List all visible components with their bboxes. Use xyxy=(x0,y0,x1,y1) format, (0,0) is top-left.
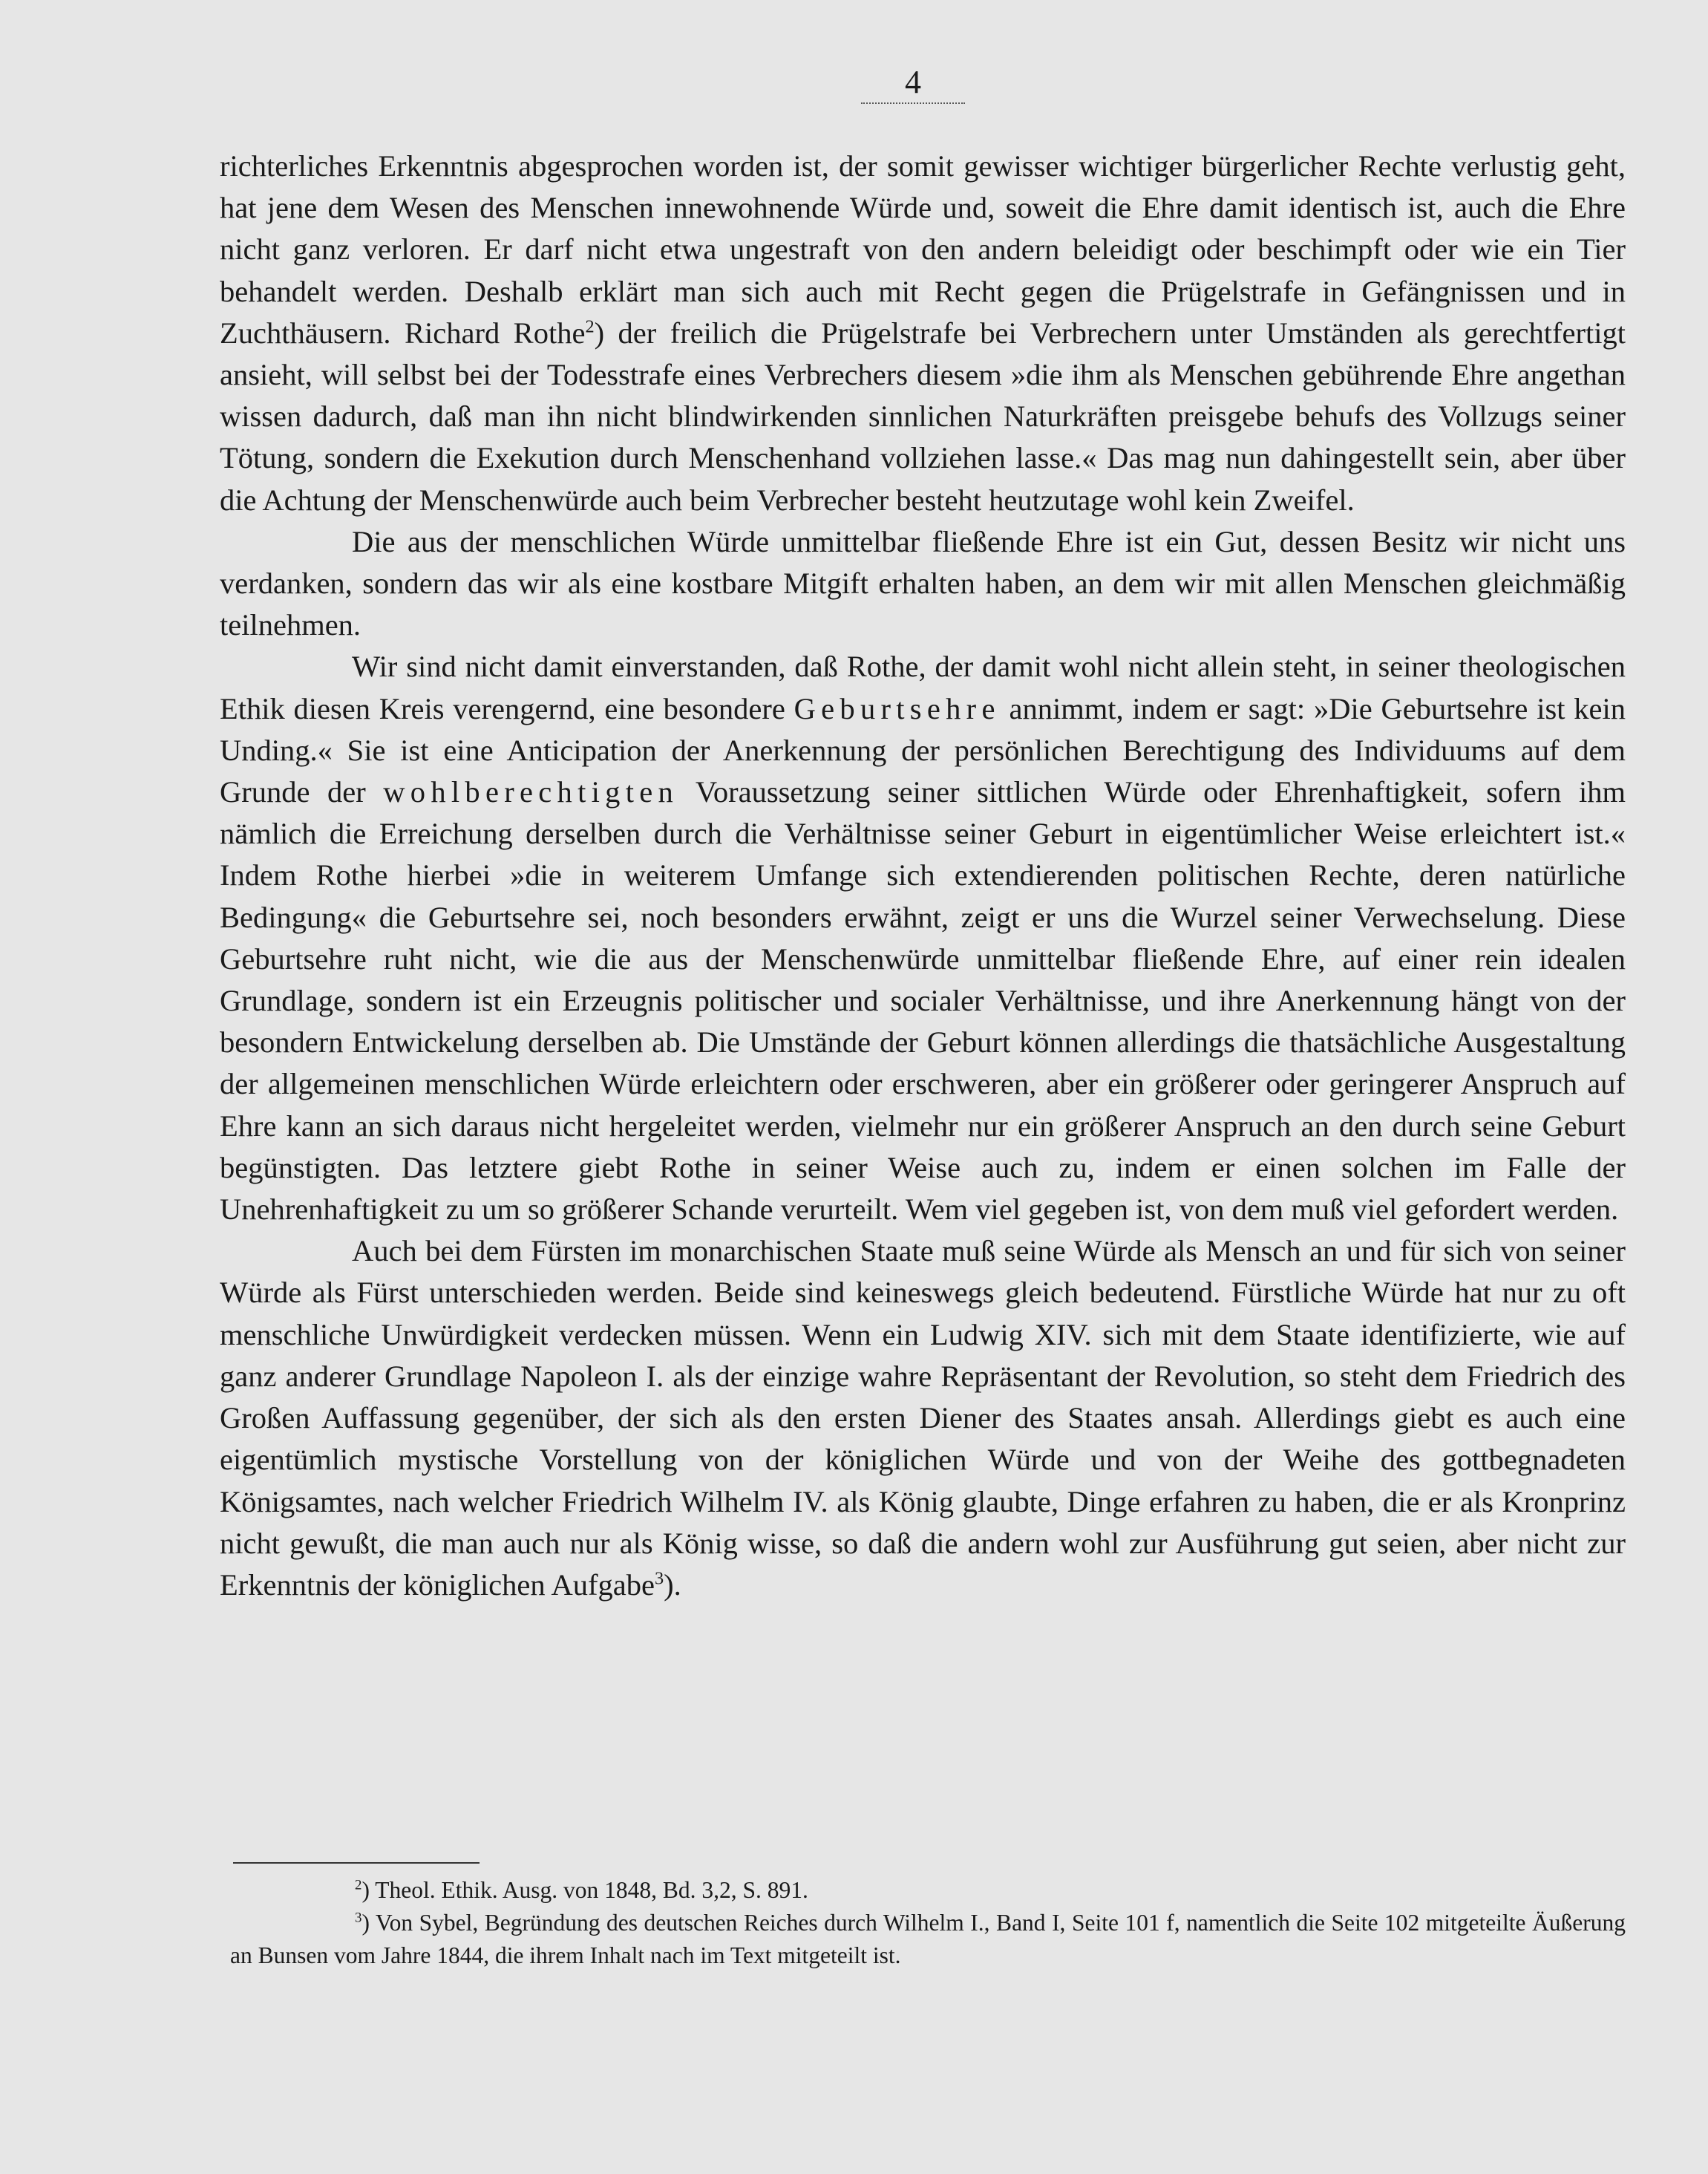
paragraph-1 xyxy=(220,146,1626,521)
body-text xyxy=(220,146,1626,1606)
text-segment: ). xyxy=(664,1567,681,1602)
footnote-text: ) Von Sybel, Begründung des deutschen Reiches durch Wilhelm I., Band I, Seite 101 f, namentlich die Seite 102 mitgeteilte Äußerung an Bunsen vom Jahre 1844, die ihrem Inhalt nach im Text mitgeteilt ist. xyxy=(230,1910,1626,1968)
page-number-ornament xyxy=(861,102,965,107)
footnotes xyxy=(230,1874,1626,1972)
footnote-number: 3 xyxy=(355,1910,362,1926)
text-segment: richterliches Erkenntnis abgesprochen worden ist, der somit gewisser wichtiger bürgerlicher Rechte verlustig geht, hat jene dem Wesen des Menschen innewohnende Würde und, soweit die Ehre damit identisch ist, auch die Ehre nicht ganz verloren. Er darf nicht etwa ungestraft von den andern beleidigt oder beschimpft oder wie ein Tier behandelt werden. Deshalb erklärt man sich auch mit Recht gegen die Prügelstrafe in Gefängnissen und in Zuchthäusern. Richard Rothe xyxy=(220,149,1626,350)
footnote-divider xyxy=(233,1862,480,1864)
paragraph-3 xyxy=(220,646,1626,1230)
text-segment: Die aus der menschlichen Würde unmittelbar fließende Ehre ist ein Gut, dessen Besitz wir nicht uns verdanken, sondern das wir als eine kostbare Mitgift erhalten haben, an dem wir mit allen Menschen gleichmäßig teilnehmen. xyxy=(220,524,1626,642)
footnote-2 xyxy=(230,1874,1626,1907)
footnote-marker-2: 2 xyxy=(585,316,595,337)
footnote-marker-3: 3 xyxy=(654,1568,664,1589)
footnote-3 xyxy=(230,1907,1626,1972)
emphasized-term: Geburtsehre xyxy=(794,691,1001,725)
text-segment: Voraussetzung seiner sittlichen Würde oder Ehrenhaftigkeit, sofern ihm nämlich die Erreichung derselben durch die Verhältnisse seiner Geburt in eigentümlicher Weise erleichtert ist.« Indem Rothe hierbei »die in weiterem Umfange sich extendierenden politischen Rechte, deren natürliche Bedingung« die Geburtsehre sei, noch besonders erwähnt, zeigt er uns die Wurzel seiner Verwechselung. Diese Geburtsehre ruht nicht, wie die aus der Menschenwürde unmittelbar fließende Ehre, auf einer rein idealen Grundlage, sondern ist ein Erzeugnis politischer und socialer Verhältnisse, und ihre Anerkennung hängt von der besondern Entwickelung derselben ab. Die Umstände der Geburt können allerdings die thatsächliche Ausgestaltung der allgemeinen menschlichen Würde erleichtern oder erschweren, aber ein größerer oder geringerer Anspruch auf Ehre kann an sich daraus nicht hergeleitet werden, vielmehr nur ein größerer Anspruch an den durch seine Geburt begünstigten. Das letztere giebt Rothe in seiner Weise auch zu, indem er einen solchen im Falle der Unehrenhaftigkeit zu um so größerer Schande verurteilt. Wem viel gegeben ist, von dem muß viel gefordert werden. xyxy=(220,775,1626,1227)
text-segment: ) der freilich die Prügelstrafe bei Verbrechern unter Umständen als gerechtfertigt ansieht, will selbst bei der Todesstrafe eines Verbrechers diesem »die ihm als Menschen gebührende Ehre angethan wissen dadurch, daß man ihn nicht blindwirkenden sinnlichen Naturkräften preisgebe behufs des Vollzugs seiner Tötung, sondern die Exekution durch Menschenhand vollziehen lasse.« Das mag nun dahingestellt sein, aber über die Achtung der Menschenwürde auch beim Verbrecher besteht heutzutage wohl kein Zweifel. xyxy=(220,316,1626,517)
footnote-number: 2 xyxy=(355,1877,362,1893)
text-segment: annimmt, indem er sagt: »Die Geburtsehre ist kein Unding.« Sie ist eine Anticipation der Anerkennung der persönlichen Berechtigung des Individuums auf dem Grunde der xyxy=(220,691,1626,809)
footnote-text: ) Theol. Ethik. Ausg. von 1848, Bd. 3,2, S. 891. xyxy=(361,1877,808,1903)
paragraph-2 xyxy=(220,521,1626,647)
paragraph-4 xyxy=(220,1230,1626,1606)
text-segment: Wir sind nicht damit einverstanden, daß Rothe, der damit wohl nicht allein steht, in seiner theologischen Ethik diesen Kreis verengernd, eine besondere xyxy=(220,650,1626,725)
text-segment: Auch bei dem Fürsten im monarchischen Staate muß seine Würde als Mensch an und für sich von seiner Würde als Fürst unterschieden werden. Beide sind keineswegs gleich bedeutend. Fürstliche Würde hat nur zu oft menschliche Unwürdigkeit verdecken müssen. Wenn ein Ludwig XIV. sich mit dem Staate identifizierte, wie auf ganz anderer Grundlage Napoleon I. als der einzige wahre Repräsentant der Revolution, so steht dem Friedrich des Großen Auffassung gegenüber, der sich als den ersten Diener des Staates ansah. Allerdings giebt es auch eine eigentümlich mystische Vorstellung von der königlichen Würde und von der Weihe des gottbegnadeten Königsamtes, nach welcher Friedrich Wilhelm IV. als König glaubte, Dinge erfahren zu haben, die er als Kronprinz nicht gewußt, die man auch nur als König wisse, so daß die andern wohl zur Ausführung gut seien, aber nicht zur Erkenntnis der königlichen Aufgabe xyxy=(220,1234,1626,1602)
page-number: 4 xyxy=(905,64,921,100)
emphasized-term: wohlberechtigten xyxy=(383,775,679,809)
